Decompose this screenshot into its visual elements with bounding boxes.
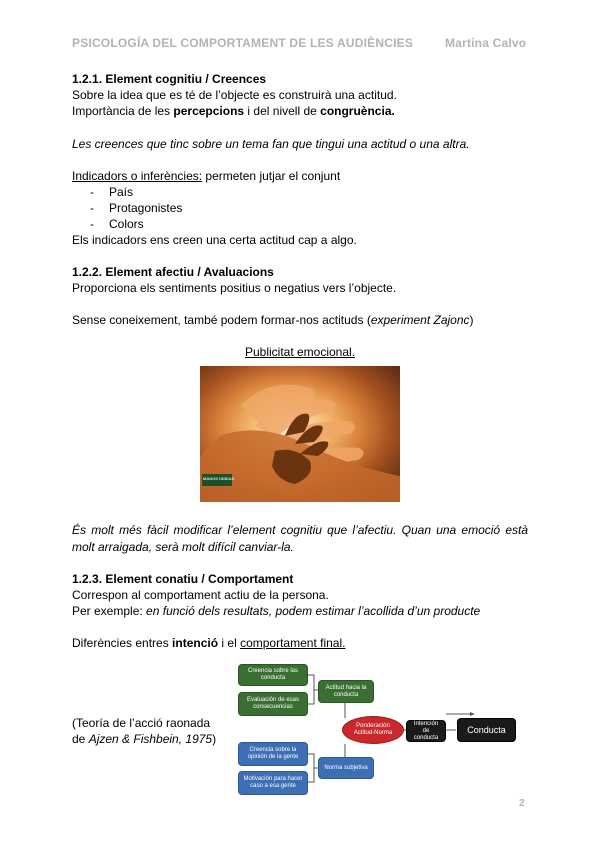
bullet-dash: -: [90, 185, 94, 199]
bold-term-percepcions: percepcions: [173, 104, 245, 118]
diagram-box-actitud: Actitud hacia la conducta: [318, 680, 374, 703]
text-span: permeten jutjar el conjunt: [202, 169, 341, 183]
photo-logo: MANOS UNIDAS: [203, 476, 235, 481]
section-heading-cognitiu: 1.2.1. Element cognitiu / Creences: [72, 72, 267, 86]
text-span: i el: [218, 636, 241, 650]
text-span: de: [72, 732, 89, 746]
italic-quote: És molt més fàcil modificar l’element cognitiu que l’afectiu. Quan una emoció està molt arraigada, serà molt difícil canviar-la.: [72, 523, 528, 554]
bold-term-congruencia: congruència.: [320, 104, 395, 118]
italic-quote: Les creences que tinc sobre un tema fan que tingui una actitud o una altra.: [72, 137, 470, 151]
paragraph-line: Correspon al comportament actiu de la persona.: [72, 588, 329, 602]
italic-citation: Ajzen & Fishbein, 1975: [88, 732, 213, 746]
diagram-box-intencion: Intención de conducta: [406, 720, 446, 742]
diagram-box-creencia-opinion: Creencia sobre la opinión de la gente: [238, 742, 308, 766]
page-number: 2: [519, 798, 525, 809]
italic-term: experiment Zajonc: [370, 313, 470, 327]
text-span: Per exemple:: [72, 604, 147, 618]
diagram-box-motivacion: Motivación para hacer caso a esa gente: [238, 771, 308, 795]
list-item-text: Colors: [109, 217, 144, 231]
connector-line: [308, 675, 318, 690]
connector-line: [308, 690, 318, 704]
underlined-term: Indicadors o inferències:: [72, 169, 203, 183]
arrow-head: [470, 712, 475, 716]
text-span: Diferències entres: [72, 636, 173, 650]
text-span: ): [212, 732, 217, 746]
header-author: Martina Calvo: [445, 36, 527, 50]
diagram-ellipse-ponderacion: Ponderación Actitud-Norma: [342, 716, 404, 744]
text-span: ): [469, 313, 474, 327]
header-title: PSICOLOGÍA DEL COMPORTAMENT DE LES AUDIÈNCIES: [72, 36, 414, 50]
paragraph-line: Proporciona els sentiments positius o negatius vers l’objecte.: [72, 281, 397, 295]
section-heading-afectiu: 1.2.2. Element afectiu / Avaluacions: [72, 265, 274, 279]
italic-example: en funció dels resultats, podem estimar l’acollida d’un producte: [146, 604, 481, 618]
list-item-text: Protagonistes: [109, 201, 183, 215]
underlined-term: comportament final.: [240, 636, 346, 650]
bold-term-intencio: intenció: [172, 636, 219, 650]
paragraph-line: Sobre la idea que es té de l’objecte es construirà una actitud.: [72, 88, 397, 102]
section-heading-conatiu: 1.2.3. Element conatiu / Comportament: [72, 572, 294, 586]
paragraph-line: Els indicadors ens creen una certa actitud cap a algo.: [72, 233, 357, 247]
text-span: Importància de les: [72, 104, 174, 118]
connector-line: [308, 754, 318, 768]
bullet-dash: -: [90, 217, 94, 231]
diagram-box-conducta: Conducta: [457, 718, 516, 742]
diagram-box-evaluacion: Evaluación de esas consecuencias: [238, 692, 308, 716]
image-caption: Publicitat emocional.: [244, 345, 356, 359]
bullet-dash: -: [90, 201, 94, 215]
connector-line: [308, 768, 318, 782]
diagram-box-creencia-conducta: Creencia sobre las conducta: [238, 664, 308, 686]
theory-line: (Teoría de l’acció raonada: [72, 716, 211, 730]
text-span: Sense coneixement, també podem formar-nos actituds (: [72, 313, 371, 327]
text-span: i del nivell de: [244, 104, 321, 118]
diagram-box-norma: Norma subjetiva: [318, 757, 374, 779]
list-item-text: País: [109, 185, 134, 199]
